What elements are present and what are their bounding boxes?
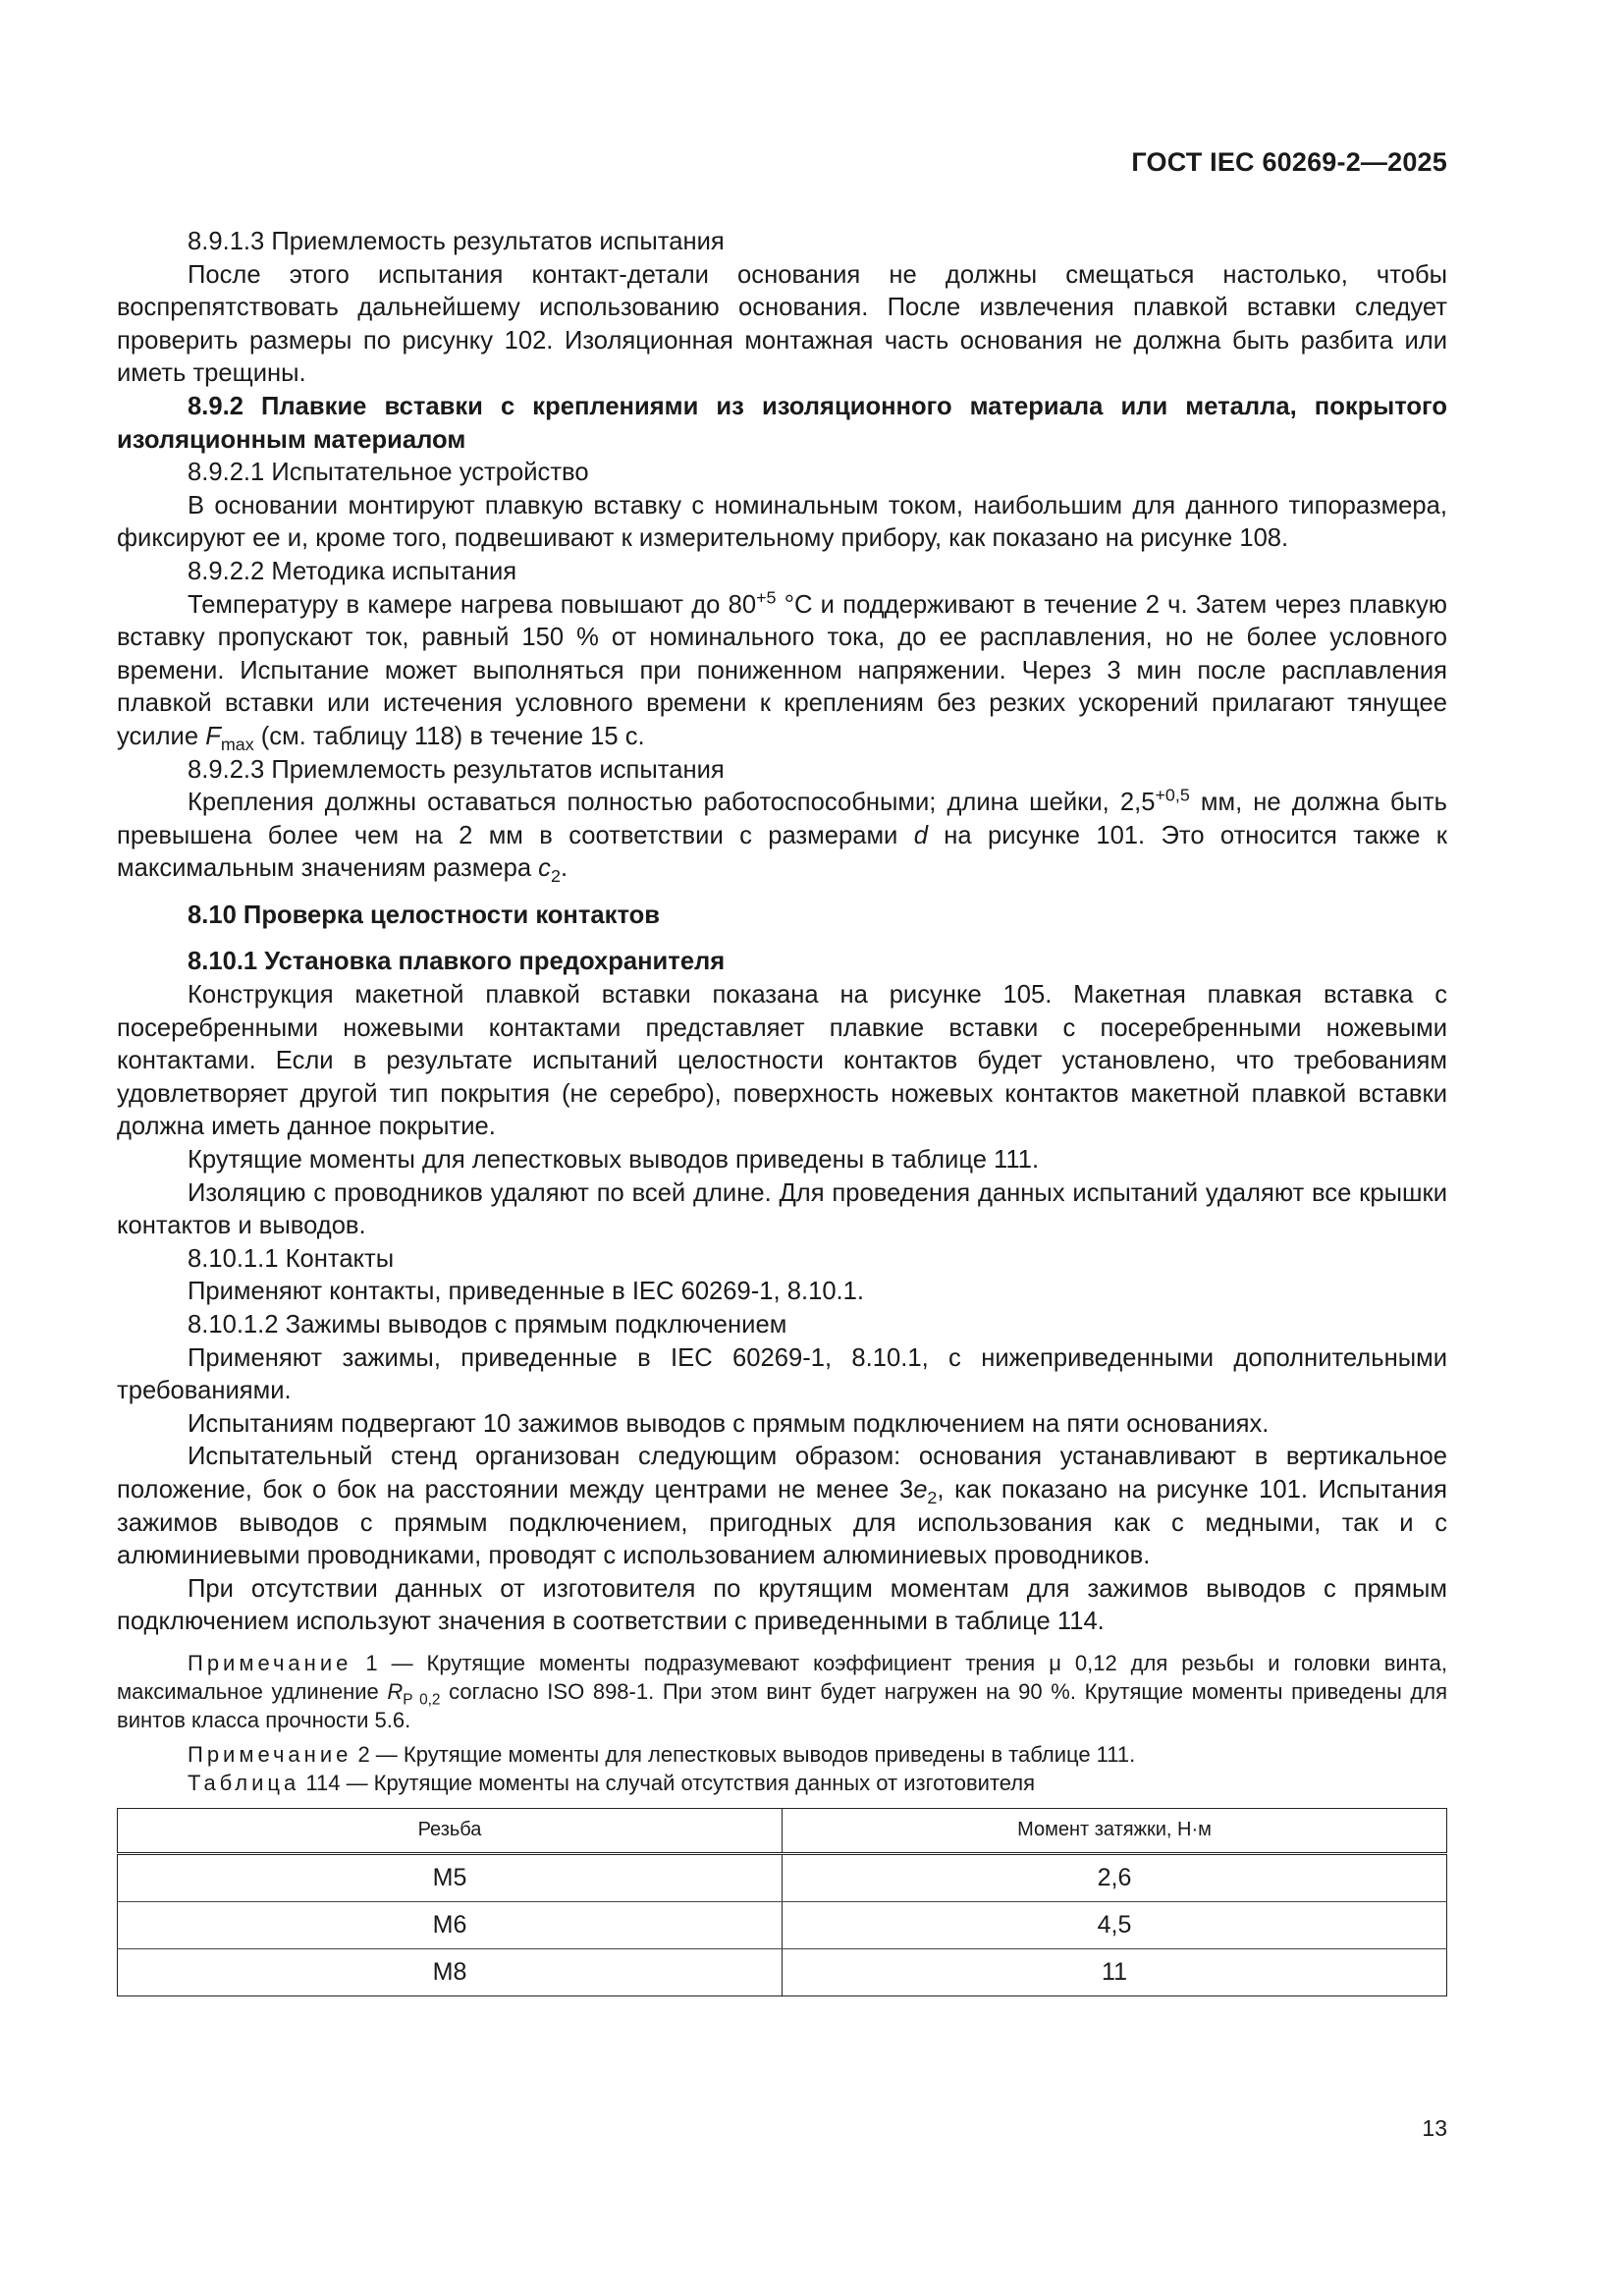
document-body [117,226,1447,1996]
table-cell: 4,5 [783,1901,1447,1948]
table-row [118,1853,1447,1901]
paragraph: Испытаниям подвергают 10 зажимов выводов с прямым подключением на пяти основаниях. [188,1409,1270,1438]
table-caption-text: 114 — Крутящие моменты на случай отсутствия данных от изготовителя [299,1770,1036,1795]
variable-d: d [913,821,928,849]
text-fragment: 1 — Крутящие моменты подразумевают коэффициент трения μ 0,12 для резьбы и головки винта, максимальное удлинение [117,1650,1447,1704]
table-row [118,1901,1447,1948]
paragraph: Применяют контакты, приведенные в IEC 60269-1, 8.10.1. [188,1278,865,1306]
paragraph: В основании монтируют плавкую вставку с номинальным током, наибольшим для данного типоразмера, фиксируют ее и, кроме того, подвешивают к измерительному прибору, как показано на рисунке 108. [117,491,1447,553]
table-cell: М8 [118,1948,783,1995]
variable-c: c [538,854,551,883]
section-heading-bold: 8.10.1 Установка плавкого предохранителя [188,948,726,976]
text-fragment: мм, не должна быть превышена более чем на 2 мм в соответствии с размерами [117,789,1447,849]
text-fragment: Испытательный стенд организован следующим образом: основания устанавливают в вертикальное положение, бок о бок на расстоянии между центрами не менее 3 [117,1443,1447,1503]
superscript: +0,5 [1155,785,1190,805]
subscript: max [220,735,254,755]
section-heading: 8.9.2.3 Приемлемость результатов испытания [188,755,725,784]
table-cell: 11 [783,1948,1447,1995]
table-header-torque: Момент затяжки, Н·м [783,1808,1447,1853]
table-cell: М6 [118,1901,783,1948]
note-1 [117,1649,1447,1734]
variable-f: F [205,722,221,750]
superscript: +5 [756,587,777,607]
paragraph: Крутящие моменты для лепестковых выводов приведены в таблице 111. [188,1146,1040,1175]
subscript: 2 [927,1488,938,1508]
text-fragment: , как показано на рисунке 101. Испытания зажимов выводов с прямым подключением, пригодных для использования как с медными, так и с алюминиевыми проводниками, проводят с использованием алюминиевых проводников. [117,1475,1447,1570]
paragraph: Изоляцию с проводников удаляют по всей длине. Для проведения данных испытаний удаляют все крышки контактов и выводов. [117,1178,1447,1240]
section-heading: 8.9.1.3 Приемлемость результатов испытания [188,228,725,255]
section-heading: 8.9.2.2 Методика испытания [188,557,517,585]
text-fragment: Крепления должны оставаться полностью работоспособными; длина шейки, 2,5 [188,789,1156,817]
section-heading: 8.9.2.1 Испытательное устройство [188,459,589,487]
variable-e: e [913,1475,928,1503]
table-header-thread: Резьба [118,1808,783,1853]
variable-r: R [387,1678,404,1704]
subscript: P 0,2 [403,1691,441,1709]
paragraph [117,1441,1447,1572]
page-number: 13 [1422,2115,1447,2141]
notes [117,1649,1447,1769]
section-heading-bold: 8.9.2 Плавкие вставки с креплениями из изоляционного материала или металла, покрытого изоляционным материалом [117,392,1447,454]
section-heading: 8.10.1.1 Контакты [188,1244,395,1273]
note-label: Примечание [188,1650,352,1675]
text-fragment: согласно ISO 898-1. При этом винт будет нагружен на 90 %. Крутящие моменты приведены для винтов класса прочности 5.6. [117,1678,1447,1732]
paragraph: После этого испытания контакт-детали основания не должны смещаться настолько, чтобы воспрепятствовать дальнейшему использованию основания. После извлечения плавкой вставки следует проверить размеры по рисунку 102. Изоляционная монтажная часть основания не должна быть разбита или иметь трещины. [117,260,1447,388]
table-cell: 2,6 [783,1853,1447,1901]
text-fragment: °С и поддерживают в течение 2 ч. Затем через плавкую вставку пропускают ток, равный 150 % от номинального тока, до ее расплавления, но не более условного времени. Испытание может выполняться при пониженном напряжении. Через 3 мин после расплавления плавкой вставки или истечения условного времени к креплениям без резких ускорений прилагают тянущее усилие [117,590,1447,750]
paragraph: Конструкция макетной плавкой вставки показана на рисунке 105. Макетная плавкая вставка с посеребренными ножевыми контактами представляет плавкие вставки с посеребренными ножевыми контактами. Если в результате испытаний целостности контактов будет установлено, что требованиям удовлетворяет другой тип покрытия (не серебро), поверхность ножевых контактов макетной плавкой вставки должна иметь данное покрытие. [117,981,1447,1141]
note-label: Примечание [188,1741,352,1767]
paragraph [117,787,1447,886]
paragraph: Применяют зажимы, приведенные в IEC 60269-1, 8.10.1, с нижеприведенными дополнительными требованиями. [117,1343,1447,1405]
paragraph [117,589,1447,754]
document-code: ГОСТ IEC 60269-2—2025 [1131,147,1447,177]
text-fragment: Температуру в камере нагрева повышают до 80 [188,590,757,619]
text-fragment: . [560,854,568,883]
text-fragment: (см. таблицу 118) в течение 15 с. [253,722,645,750]
text-fragment: на рисунке 101. Это относится также к максимальным значениям размера [117,821,1447,883]
table-header-row [118,1808,1447,1853]
section-heading: 8.10.1.2 Зажимы выводов с прямым подключением [188,1311,787,1339]
table-caption [117,1769,1447,1798]
subscript: 2 [550,866,561,887]
paragraph: При отсутствии данных от изготовителя по крутящим моментам для зажимов выводов с прямым подключением используют значения в соответствии с приведенными в таблице 114. [117,1574,1447,1636]
section-heading-bold: 8.10 Проверка целостности контактов [188,901,661,929]
table-row [118,1948,1447,1995]
table-caption-label: Таблица [188,1770,300,1795]
text-fragment: 2 — Крутящие моменты для лепестковых выводов приведены в таблице 111. [352,1741,1136,1767]
torque-table [117,1808,1447,1996]
table-cell: М5 [118,1853,783,1901]
note-2 [117,1740,1447,1769]
